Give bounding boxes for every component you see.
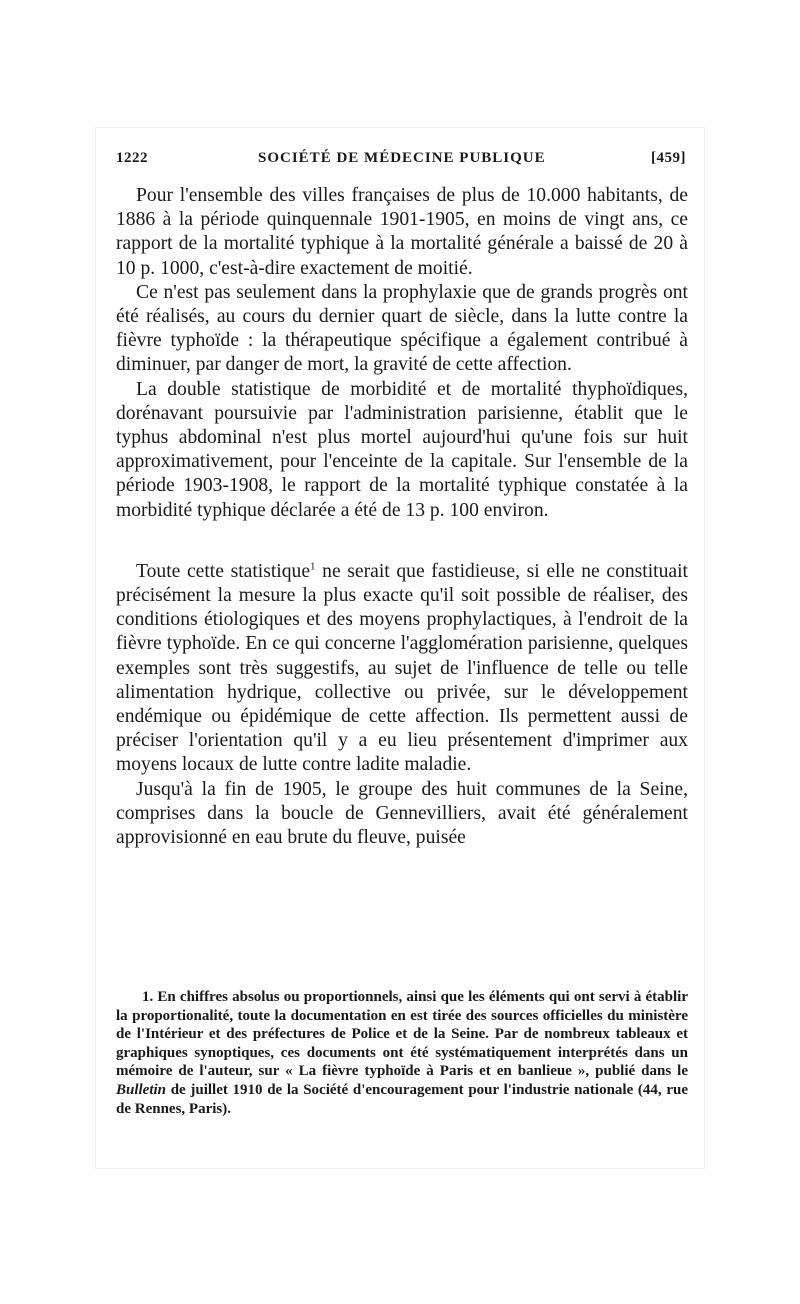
paragraph-4 bbox=[116, 560, 688, 778]
footnote-reference: 1 bbox=[310, 560, 316, 573]
bracket-page-number: [459] bbox=[651, 150, 686, 166]
paragraph-2: Ce n'est pas seulement dans la prophylaxie que de grands progrès ont été réalisés, au cours du dernier quart de siècle, dans la lutte contre la fièvre typhoïde : la thérapeutique spécifique a également contribué à diminuer, par danger de mort, la gravité de cette affection. bbox=[116, 281, 688, 376]
running-title: SOCIÉTÉ DE MÉDECINE PUBLIQUE bbox=[258, 150, 546, 166]
paragraph-4-start: Toute cette statistique bbox=[136, 560, 311, 582]
footnote-text-start: 1. En chiffres absolus ou proportionnels, ainsi que les éléments qui ont servi à établir la proportionalité, toute la documentation en est tirée des sources officielles du ministère de l'Intérieur et des préfectures de Police et de la Seine. Par de nombreux tableaux et graphiques synoptiques, ces documents ont été systématiquement interprétés dans un mémoire de l'auteur, sur « La fièvre typhoïde à Paris et en banlieue », publié dans le bbox=[116, 989, 688, 1080]
page-number: 1222 bbox=[116, 150, 148, 166]
paragraph-5: Jusqu'à la fin de 1905, le groupe des huit communes de la Seine, comprises dans la boucle de Gennevilliers, avait été généralement approvisionné en eau brute du fleuve, puisée bbox=[116, 778, 688, 849]
main-text bbox=[116, 184, 688, 850]
paragraph-4-rest: ne serait que fastidieuse, si elle ne constituait précisément la mesure la plus exacte qu'il soit possible de réaliser, des conditions étiologiques et des moyens prophylactiques, à l'endroit de la fièvre typhoïde. En ce qui concerne l'agglomération parisienne, quelques exemples sont très suggestifs, au sujet de l'influence de telle ou telle alimentation hydrique, collective ou privée, sur le développement endémique ou épidémique de cette affection. Ils permettent aussi de préciser l'orientation qu'il y a eu lieu présentement d'imprimer aux moyens locaux de lutte contre ladite maladie. bbox=[116, 560, 688, 776]
paragraph-3: La double statistique de morbidité et de mortalité thyphoïdiques, dorénavant poursuivie par l'administration parisienne, établit que le typhus abdominal n'est plus mortel aujourd'hui qu'une fois sur huit approximativement, pour l'enceinte de la capitale. Sur l'ensemble de la période 1903-1908, le rapport de la mortalité typhique constatée à la morbidité typhique déclarée a été de 13 p. 100 environ. bbox=[116, 378, 688, 521]
footnote-1 bbox=[116, 988, 688, 1118]
footnotes bbox=[116, 988, 688, 1118]
section-gap bbox=[116, 523, 688, 560]
running-header bbox=[116, 146, 686, 170]
paragraph-1: Pour l'ensemble des villes françaises de plus de 10.000 habitants, de 1886 à la période quinquennale 1901-1905, en moins de vingt ans, ce rapport de la mortalité typhique à la mortalité générale a baissé de 20 à 10 p. 1000, c'est-à-dire exactement de moitié. bbox=[116, 185, 688, 279]
footnote-text-end: de juillet 1910 de la Société d'encouragement pour l'industrie nationale (44, rue de Rennes, Paris). bbox=[116, 1081, 688, 1117]
footnote-italic-title: Bulletin bbox=[116, 1081, 167, 1098]
